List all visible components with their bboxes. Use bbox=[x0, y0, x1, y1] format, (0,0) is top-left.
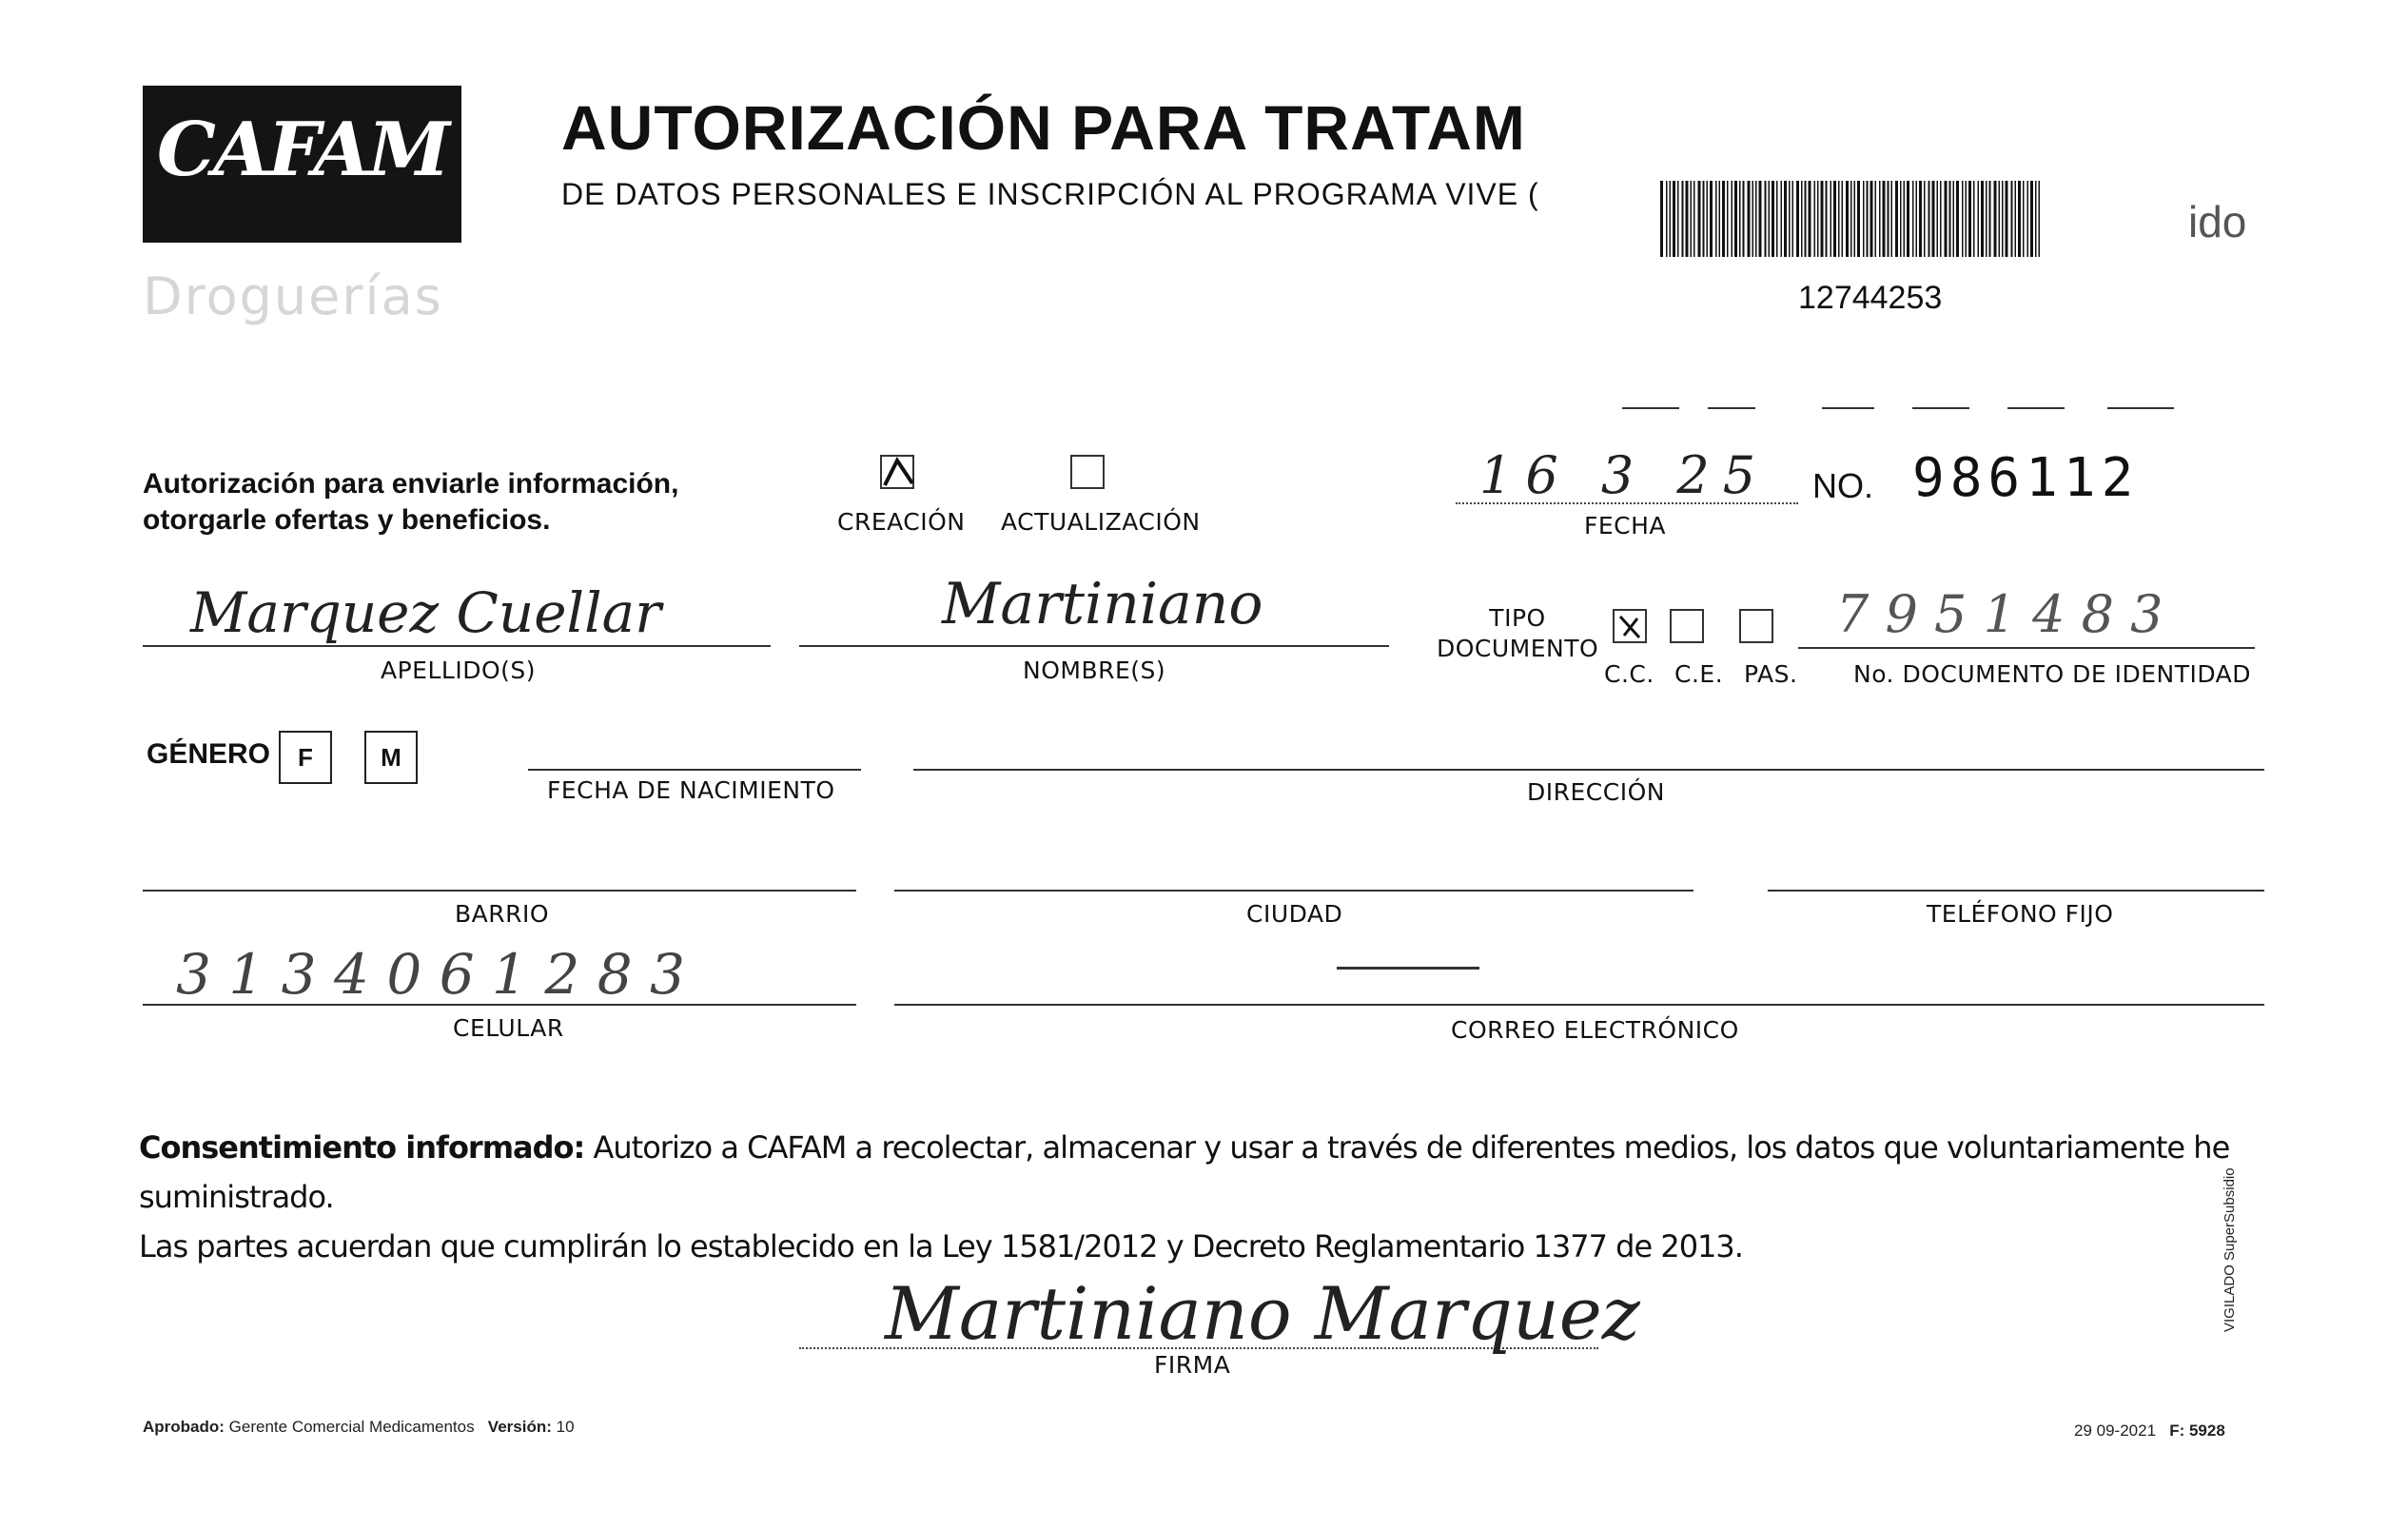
footer-date: 29 09-2021 bbox=[2074, 1421, 2157, 1440]
barcode-bar bbox=[1693, 181, 1695, 257]
barcode-bar bbox=[1891, 181, 1893, 257]
barcode-bar bbox=[1867, 181, 1869, 257]
dash-line bbox=[1622, 407, 1679, 409]
barcode-bar bbox=[1784, 181, 1787, 257]
barcode-bar bbox=[1895, 181, 1898, 257]
barcode-bar bbox=[1953, 181, 1955, 257]
barcode-bar bbox=[1805, 181, 1807, 257]
barcode-bar bbox=[1698, 181, 1701, 257]
barcode bbox=[1660, 181, 2041, 257]
tipo-documento-label: TIPO DOCUMENTO bbox=[1437, 604, 1599, 662]
barcode-bar bbox=[2011, 181, 2013, 257]
barcode-bar bbox=[1707, 181, 1709, 257]
barcode-bar bbox=[1781, 181, 1783, 257]
dash-line bbox=[2107, 407, 2174, 409]
barcode-bar bbox=[1888, 181, 1889, 257]
barcode-bar bbox=[1734, 181, 1737, 257]
barcode-bar bbox=[1776, 181, 1778, 257]
barcode-bar bbox=[2030, 181, 2033, 257]
barcode-bar bbox=[1801, 181, 1803, 257]
barrio-label: BARRIO bbox=[455, 900, 550, 928]
correo-line bbox=[894, 1004, 2264, 1006]
barcode-bar bbox=[1986, 181, 1987, 257]
barcode-bar bbox=[1838, 181, 1840, 257]
barcode-bar bbox=[1968, 181, 1971, 257]
form-title: AUTORIZACIÓN PARA TRATAM bbox=[561, 92, 1526, 163]
barcode-bar bbox=[1691, 181, 1693, 257]
pas-label: PAS. bbox=[1744, 660, 1798, 688]
barcode-bar bbox=[1994, 181, 1997, 257]
documento-line bbox=[1798, 647, 2255, 649]
barcode-bar bbox=[1842, 181, 1844, 257]
barcode-bar bbox=[1722, 181, 1725, 257]
barcode-bar bbox=[1932, 181, 1935, 257]
barcode-bar bbox=[1863, 181, 1865, 257]
barcode-bar bbox=[1719, 181, 1721, 257]
logo-subtitle: Droguerías bbox=[143, 266, 443, 326]
barcode-bar bbox=[1857, 181, 1860, 257]
ce-checkbox[interactable] bbox=[1670, 609, 1704, 643]
barcode-bar bbox=[1727, 181, 1729, 257]
footer-right bbox=[2074, 1421, 2225, 1441]
barcode-bar bbox=[1821, 181, 1824, 257]
ciudad-line bbox=[894, 890, 1693, 892]
barcode-bar bbox=[1732, 181, 1733, 257]
aprobado-value: Gerente Comercial Medicamentos bbox=[228, 1418, 475, 1436]
barcode-bar bbox=[1956, 181, 1959, 257]
nombres-label: NOMBRE(S) bbox=[1023, 657, 1166, 684]
barcode-bar bbox=[1904, 181, 1906, 257]
barcode-bar bbox=[1945, 181, 1948, 257]
apellidos-value[interactable]: Marquez Cuellar bbox=[190, 580, 661, 645]
celular-label: CELULAR bbox=[453, 1014, 564, 1042]
barcode-bar bbox=[1682, 181, 1684, 257]
apellidos-line bbox=[143, 645, 771, 647]
barcode-bar bbox=[1826, 181, 1828, 257]
direccion-line bbox=[913, 769, 2264, 771]
barcode-bar bbox=[1759, 181, 1762, 257]
barrio-line bbox=[143, 890, 856, 892]
barcode-bar bbox=[1981, 181, 1984, 257]
direccion-label: DIRECCIÓN bbox=[1527, 778, 1665, 806]
barcode-bar bbox=[1919, 181, 1922, 257]
documento-label: No. DOCUMENTO DE IDENTIDAD bbox=[1853, 660, 2252, 688]
barcode-bar bbox=[1924, 181, 1926, 257]
barcode-bar bbox=[1670, 181, 1672, 257]
ciudad-label: CIUDAD bbox=[1246, 900, 1343, 928]
barcode-bar bbox=[1792, 181, 1794, 257]
barcode-bar bbox=[2002, 181, 2004, 257]
check-mark-icon bbox=[882, 457, 914, 489]
genero-m-box[interactable]: M bbox=[364, 731, 418, 784]
version-value: 10 bbox=[556, 1418, 575, 1436]
vigilado-text: VIGILADO SuperSubsidio bbox=[2222, 1167, 2238, 1332]
authorization-text bbox=[143, 466, 678, 539]
title-redaction bbox=[1779, 86, 1941, 162]
ce-label: C.E. bbox=[1674, 660, 1724, 688]
telefono-line bbox=[1768, 890, 2264, 892]
creacion-label: CREACIÓN bbox=[837, 508, 966, 536]
barcode-bar bbox=[1966, 181, 1968, 257]
consent-body-2: Las partes acuerdan que cumplirán lo establecido en la Ley 1581/2012 y Decreto Reglamentario 1377 de 2013. bbox=[139, 1228, 1743, 1264]
fecha-nacimiento-label: FECHA DE NACIMIENTO bbox=[547, 776, 835, 804]
cafam-logo: CAFAM bbox=[156, 107, 448, 193]
barcode-bar bbox=[1739, 181, 1741, 257]
barcode-number: 12744253 bbox=[1798, 280, 1943, 316]
barcode-bar bbox=[1677, 181, 1679, 257]
barcode-bar bbox=[1940, 181, 1942, 257]
cut-text: ido bbox=[2188, 197, 2247, 246]
creacion-checkbox[interactable] bbox=[880, 455, 914, 489]
aprobado-label: Aprobado: bbox=[143, 1418, 225, 1436]
barcode-bar bbox=[1748, 181, 1751, 257]
fecha-nacimiento-line bbox=[528, 769, 861, 771]
barcode-bar bbox=[1830, 181, 1832, 257]
dash-line bbox=[1912, 407, 1969, 409]
barcode-bar bbox=[1710, 181, 1713, 257]
actualizacion-label: ACTUALIZACIÓN bbox=[1001, 508, 1201, 536]
barcode-bar bbox=[1883, 181, 1886, 257]
dash-line bbox=[1822, 407, 1874, 409]
barcode-bar bbox=[1850, 181, 1852, 257]
barcode-bar bbox=[2023, 181, 2025, 257]
barcode-bar bbox=[2035, 181, 2037, 257]
version-label: Versión: bbox=[487, 1418, 552, 1436]
consent-line-1 bbox=[139, 1123, 2270, 1222]
barcode-bar bbox=[1973, 181, 1975, 257]
authorization-line-2: otorgarle ofertas y beneficios. bbox=[143, 504, 551, 536]
consent-text bbox=[139, 1123, 2270, 1271]
barcode-bar bbox=[1814, 181, 1816, 257]
barcode-bar bbox=[1817, 181, 1819, 257]
footer-left bbox=[143, 1418, 575, 1437]
check-mark-icon bbox=[1615, 611, 1647, 643]
barcode-bar bbox=[1703, 181, 1705, 257]
barcode-bar bbox=[1789, 181, 1791, 257]
barcode-bar bbox=[2015, 181, 2017, 257]
cc-label: C.C. bbox=[1604, 660, 1654, 688]
barcode-bar bbox=[1854, 181, 1856, 257]
correo-stroke bbox=[1337, 967, 1479, 970]
barcode-bar bbox=[1916, 181, 1918, 257]
barcode-bar bbox=[1752, 181, 1754, 257]
barcode-bar bbox=[1765, 181, 1767, 257]
barcode-bar bbox=[1833, 181, 1836, 257]
signature-value[interactable]: Martiniano Marquez bbox=[885, 1271, 1640, 1356]
form-number: 986112 bbox=[1912, 447, 2140, 509]
barcode-bar bbox=[2039, 181, 2041, 257]
dash-line bbox=[1708, 407, 1755, 409]
barcode-bar bbox=[1809, 181, 1811, 257]
no-label: NO. bbox=[1812, 466, 1874, 505]
barcode-bar bbox=[1673, 181, 1675, 257]
telefono-label: TELÉFONO FIJO bbox=[1927, 900, 2114, 928]
barcode-bar bbox=[1879, 181, 1881, 257]
genero-f-box[interactable]: F bbox=[279, 731, 332, 784]
consent-body-1: Autorizo a CAFAM a recolectar, almacenar y usar a través de diferentes medios, los datos que voluntariamente he suministrado. bbox=[139, 1129, 2230, 1215]
barcode-bar bbox=[1796, 181, 1799, 257]
cc-checkbox[interactable] bbox=[1613, 609, 1647, 643]
barcode-bar bbox=[1846, 181, 1849, 257]
nombres-line bbox=[799, 645, 1389, 647]
firma-label: FIRMA bbox=[1154, 1351, 1231, 1379]
barcode-bar bbox=[1870, 181, 1873, 257]
barcode-bar bbox=[1907, 181, 1909, 257]
barcode-bar bbox=[1715, 181, 1717, 257]
barcode-bar bbox=[2027, 181, 2029, 257]
barcode-bar bbox=[1666, 181, 1668, 257]
barcode-bar bbox=[1937, 181, 1939, 257]
barcode-bar bbox=[1755, 181, 1757, 257]
documento-value[interactable]: 7 9 5 1 4 8 3 bbox=[1836, 584, 2163, 644]
barcode-bar bbox=[1999, 181, 2001, 257]
correo-label: CORREO ELECTRÓNICO bbox=[1451, 1016, 1739, 1044]
barcode-bar bbox=[1660, 181, 1663, 257]
pas-checkbox[interactable] bbox=[1739, 609, 1773, 643]
dash-line bbox=[2007, 407, 2065, 409]
barcode-bar bbox=[1769, 181, 1771, 257]
authorization-line-1: Autorización para enviarle información, bbox=[143, 468, 679, 500]
barcode-bar bbox=[1743, 181, 1745, 257]
barcode-bar bbox=[1912, 181, 1914, 257]
barcode-bar bbox=[1900, 181, 1902, 257]
fecha-value[interactable]: 16 3 25 bbox=[1479, 445, 1770, 505]
barcode-bar bbox=[1928, 181, 1930, 257]
barcode-bar bbox=[1686, 181, 1689, 257]
actualizacion-checkbox[interactable] bbox=[1070, 455, 1105, 489]
barcode-bar bbox=[2018, 181, 2021, 257]
celular-value[interactable]: 3 1 3 4 0 6 1 2 8 3 bbox=[176, 942, 685, 1007]
barcode-bar bbox=[1875, 181, 1877, 257]
barcode-bar bbox=[1989, 181, 1991, 257]
barcode-bar bbox=[2006, 181, 2008, 257]
barcode-bar bbox=[1949, 181, 1951, 257]
footer-code: F: 5928 bbox=[2169, 1421, 2225, 1440]
barcode-bar bbox=[1978, 181, 1980, 257]
barcode-bar bbox=[1962, 181, 1964, 257]
consent-heading: Consentimiento informado: bbox=[139, 1129, 585, 1166]
fecha-line bbox=[1456, 502, 1798, 504]
apellidos-label: APELLIDO(S) bbox=[381, 657, 537, 684]
nombres-value[interactable]: Martiniano bbox=[942, 571, 1263, 637]
barcode-bar bbox=[1772, 181, 1774, 257]
fecha-label: FECHA bbox=[1584, 512, 1667, 539]
form-subtitle: DE DATOS PERSONALES E INSCRIPCIÓN AL PROGRAMA VIVE ( bbox=[561, 177, 1539, 211]
genero-label: GÉNERO bbox=[147, 738, 271, 770]
